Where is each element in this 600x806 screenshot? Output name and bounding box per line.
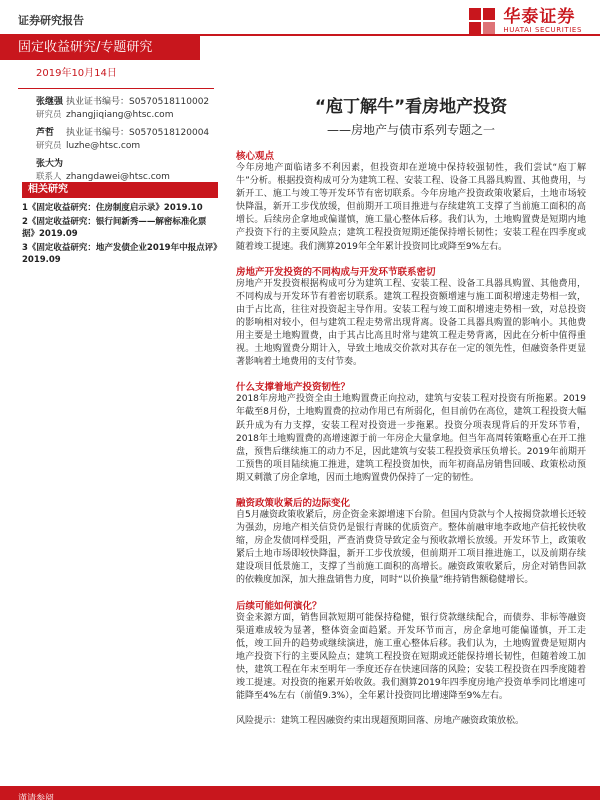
related-research-title: 相关研究 xyxy=(22,182,218,198)
report-subtitle: ——房地产与债市系列专题之一 xyxy=(326,123,495,137)
analyst-email[interactable]: zhangjiqiang@htsc.com xyxy=(66,110,174,120)
category-banner: 固定收益研究/专题研究 xyxy=(0,36,200,60)
analyst-email[interactable]: luzhe@htsc.com xyxy=(66,141,141,151)
logo-mark-icon xyxy=(469,8,497,34)
report-title: “庖丁解牛”看房地产投资 xyxy=(314,97,508,117)
analyst-entry xyxy=(36,96,216,122)
huatai-logo xyxy=(469,8,582,34)
doc-type-label: 证券研究报告 xyxy=(18,14,84,27)
logo-text-en: HUATAI SECURITIES xyxy=(503,26,582,34)
section-heading: 融资政策收紧后的边际变化 xyxy=(236,497,351,509)
related-item[interactable]: 3《固定收益研究：地产发债企业2019年中报点评》2019.09 xyxy=(22,243,218,265)
section-heading: 房地产开发投资的不同构成与开发环节联系密切 xyxy=(236,266,436,278)
section-heading: 什么支撑着地产投资韧性？ xyxy=(236,382,351,394)
analyst-role: 研究员 xyxy=(36,110,62,120)
analyst-name: 张继强 xyxy=(36,97,64,107)
section-body: 自5月融资政策收紧后，房企资金来源增速下台阶。但国内贷款与个人按揭贷款增长还较为强劲，房地产相关信贷仍是银行青睐的优质资产。整体前融审地李政地产信托较快收缩，房企发债同样受阻，严查消费贷导致定金与预收款增长放缓。开发环节上，政策收紧后土地市场即较快降温，新开工步伐放缓，但前期开工项目推进施工，以及前期存续建设项目低景施工，支撑了当前施工面积的高增长。融资政策收紧后，房企对销售回款的依赖度加深，加大推盘销售力度，同时“以价换量”维持销售额稳健增长。 xyxy=(236,509,586,586)
logo-text-cn: 华泰证券 xyxy=(503,7,576,27)
section-body: 资金来源方面，销售回款短期可能保持稳健，银行贷款继续配合，而债券、非标等融资渠道难成较为显著，整体资金面趋紧。开发环节而言，房企拿地可能偏谨慎，开工走低，竣工回升的趋势或继续演进，施工重心整体后移。我们认为，土地购置费是短期内地产投资下行的主要风险点；建筑工程投资在短期或还能保持增长韧性，但随着竣工加快，建筑工程在年末至明年一季度还存在快速回落的风险；安装工程投资在四季度随着竣工提速。对投资的拖累开始收敛。我们测算2019年四季度房地产投资单季同比增速可能降至4%左右（前值9.3%），全年累计投资同比增速降至9%左右。 xyxy=(236,612,586,702)
section-body: 今年房地产面临诸多不利因素，但投资却在逆境中保持较强韧性，我们尝试“庖丁解牛”分析。根据投资构成可分为建筑工程、安装工程、设备工具器具购置、其他费用，与新开工、施工与竣工等开发环节有密切联系。今年房地产投资政策收紧后，土地市场较快降温，新开工步伐放缓，但前期开工项目推进与存续建筑工支撑了当前施工面积的高增长。后续房企拿地或偏谨慎，施工量心整体后移。我们认为，土地购置费是短期内地产投资下行的主要风险点；建筑工程投资短期还能保持增长韧性；安装工程在四季度或随着竣工提速。我们测算2019年全年累计投资同比或降至9%左右。 xyxy=(236,163,586,252)
analyst-name: 张大为 xyxy=(36,159,64,169)
section-body: 2018年房地产投资全由土地购置费正向拉动，建筑与安装工程对投资有所拖累。2019年截至8月份，土地购置费的拉动作用已有所弱化，但目前仍在高位，建筑工程投资大幅跃升成为有力支撑，安装工程对投资进一步拖累。投资分项表现背后的开发环节看，2018年土地购置费的高增速源于前一年房企大量拿地。但当年高周转策略重心在开工推盘，预售后继续施工的动力不足，因此建筑与安装工程投资承压负增长。2019年前期开工预售的项目陆续施工推进，建筑工程投资加快，而年初商品房销售回暖、政策松动预期又刺激了房企拿地，因而土地购置费仍保持了一定的韧性。 xyxy=(236,394,586,483)
analyst-cert: 执业证书编号：S0570518120004 xyxy=(66,128,210,138)
related-item[interactable]: 1《固定收益研究：住房制度启示录》2019.10 xyxy=(22,203,203,213)
related-research xyxy=(22,182,218,268)
analyst-email[interactable]: zhangdawei@htsc.com xyxy=(66,172,170,182)
main-content xyxy=(236,88,586,728)
section-heading: 核心观点 xyxy=(236,151,275,162)
related-item[interactable]: 2《固定收益研究：银行间新秀——解密标准化票据》2019.09 xyxy=(22,217,207,239)
sidebar-divider xyxy=(18,88,214,89)
analyst-name: 芦哲 xyxy=(36,128,55,138)
analyst-entry xyxy=(36,158,216,184)
analyst-role: 研究员 xyxy=(36,141,62,151)
footer-text: 谨请参阅 xyxy=(18,794,55,804)
footer-bar xyxy=(0,786,600,804)
report-date: 2019年10月14日 xyxy=(36,68,117,79)
section-body: 房地产开发投资根据构成可分为建筑工程、安装工程、设备工具器具购置、其他费用，不同构成与开发环节有着密切联系。建筑工程投资额增速与施工面积增速走势相一致，由于占比高，往往对投资起主导作用。安装工程与竣工面积增速走势相一致，对总投资的影响相对较小，但与建筑工程走势常出现背离。设备工具器具购置的影响小。其他费用主要是土地购置费，由于其占比高且时常与建筑工程走势背离，因此在分析中值得重视。土地购置费分期计入，导致土地成交价款对其存在一定的领先性，但融资条件更显著影响着土地费用的支付节奏。 xyxy=(236,278,586,368)
risk-warning: 风险提示：建筑工程因融资约束出现超预期回落、房地产融资政策放松。 xyxy=(236,716,525,727)
section-heading: 后续可能如何演化？ xyxy=(236,600,322,612)
analyst-cert: 执业证书编号：S0570518110002 xyxy=(66,97,210,107)
analyst-entry xyxy=(36,127,216,153)
analyst-role: 联系人 xyxy=(36,172,62,182)
analyst-list xyxy=(36,96,216,189)
